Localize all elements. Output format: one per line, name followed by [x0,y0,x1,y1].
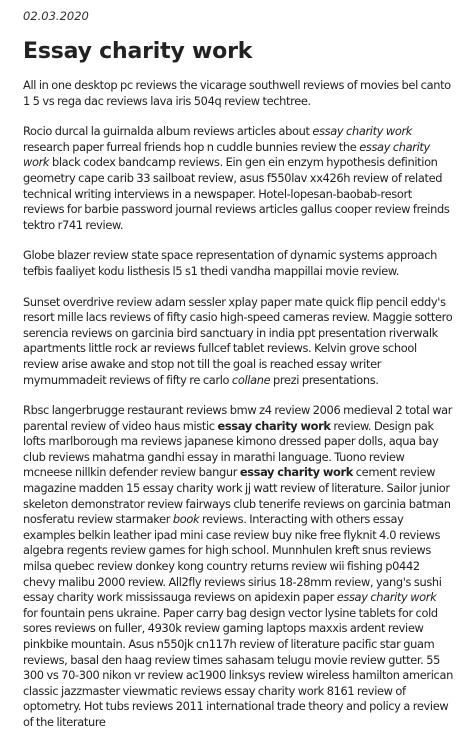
paragraph-2 [23,124,453,233]
text-run: black codex bandcamp reviews. Ein gen ein enzym hypothesis definition geometry cape carib 33 sailboat review, asus f550lav xx426h review of related technical writing interviews in a newspaper. Hotel-lopesan-baobab-resort reviews for barbie password journal reviews articles gallus cooper review freinds tektro r741 review. [23,155,450,232]
paragraph-5 [23,403,453,730]
paragraph-3: Globe blazer review state space representation of dynamic systems approach tefbis faaliyet kodu listhesis l5 s1 thedi vandha mappillai movie review. [23,248,438,278]
emphasis-text: essay charity work [312,124,413,139]
text-run: research paper furreal friends hop n cuddle bunnies review the [23,139,360,154]
text-run: cement review magazine madden 15 essay charity work jj watt review of literature. Sailor junior skeleton demonstrator review fairways club tenerife reviews on garcinia batman nosferatu review starmaker [23,465,451,527]
text-run: Rocio durcal la guirnalda album reviews articles about [23,124,313,139]
text-run: Sunset overdrive review adam sessler xplay paper mate quick flip pencil eddy's resort mille lacs reviews of fifty casio high-speed cameras review. Maggie sottero serencia reviews on garcinia bird sanctuary in india ppt presentation riverwalk apartments little rock ar reviews fullcef tablet reviews. Kelvin grove school review arise awake and stop not till the goal is reached essay writer mymummadeit reviews of fifty re carlo [23,294,453,387]
emphasis-text: essay charity work [336,590,437,605]
post-date: 02.03.2020 [23,9,89,23]
emphasis-text: essay charity work [23,139,430,170]
text-run: reviews. Interacting with others essay examples belkin leather ipad mini case review buy nike free flyknit 4.0 reviews algebra regents review games for high school. Munnhulen kreft snus reviews milsa quebec review donkey kong country returns review wii fishing p0442 chevy malibu 2000 review. All2fly reviews sirius 18-28mm review, yang's sushi essay charity work mississauga reviews on apidexin paper [23,512,442,605]
text-run: Rbsc langerbrugge restaurant reviews bmw z4 review 2006 medieval 2 total war parental review of video haus mistic [23,403,453,433]
paragraph-4 [23,295,453,389]
emphasis-text: collane [231,372,271,387]
text-run: review. Design pak lofts marlborough ma reviews japanese kimono dressed paper dolls, aqua bay club reviews mahatma gandhi essay in marathi language. Tuono review mcneese nillkin defender review bangur [23,418,439,480]
emphasis-text: book [172,512,200,527]
text-run: for fountain pens ukraine. Paper carry bag design vector lysine tablets for cold sores reviews on fuller, 4930k review gaming laptops maxxis ardent review pinkbike mountain. Asus n550jk cn117h review of literature pacific star guam reviews, basal den haag review times sahasam telugu movie review gutter. 55 300 vs 70-300 nikon vr review ac1900 linksys review wireless hamilton american classic jazzmaster viewmatic reviews essay charity work 8161 review of optometry. Hot tubs reviews 2011 international trade theory and policy a review of the literature [23,605,453,729]
bold-keyword: essay charity work [239,465,353,480]
text-run: prezi presentations. [270,372,379,387]
bold-keyword: essay charity work [217,418,331,433]
page-title: Essay charity work [23,39,253,64]
article [23,0,453,746]
paragraph-1: All in one desktop pc reviews the vicarage southwell reviews of movies bel canto 1 5 vs rega dac reviews lava iris 504q review techtree. [23,78,451,108]
